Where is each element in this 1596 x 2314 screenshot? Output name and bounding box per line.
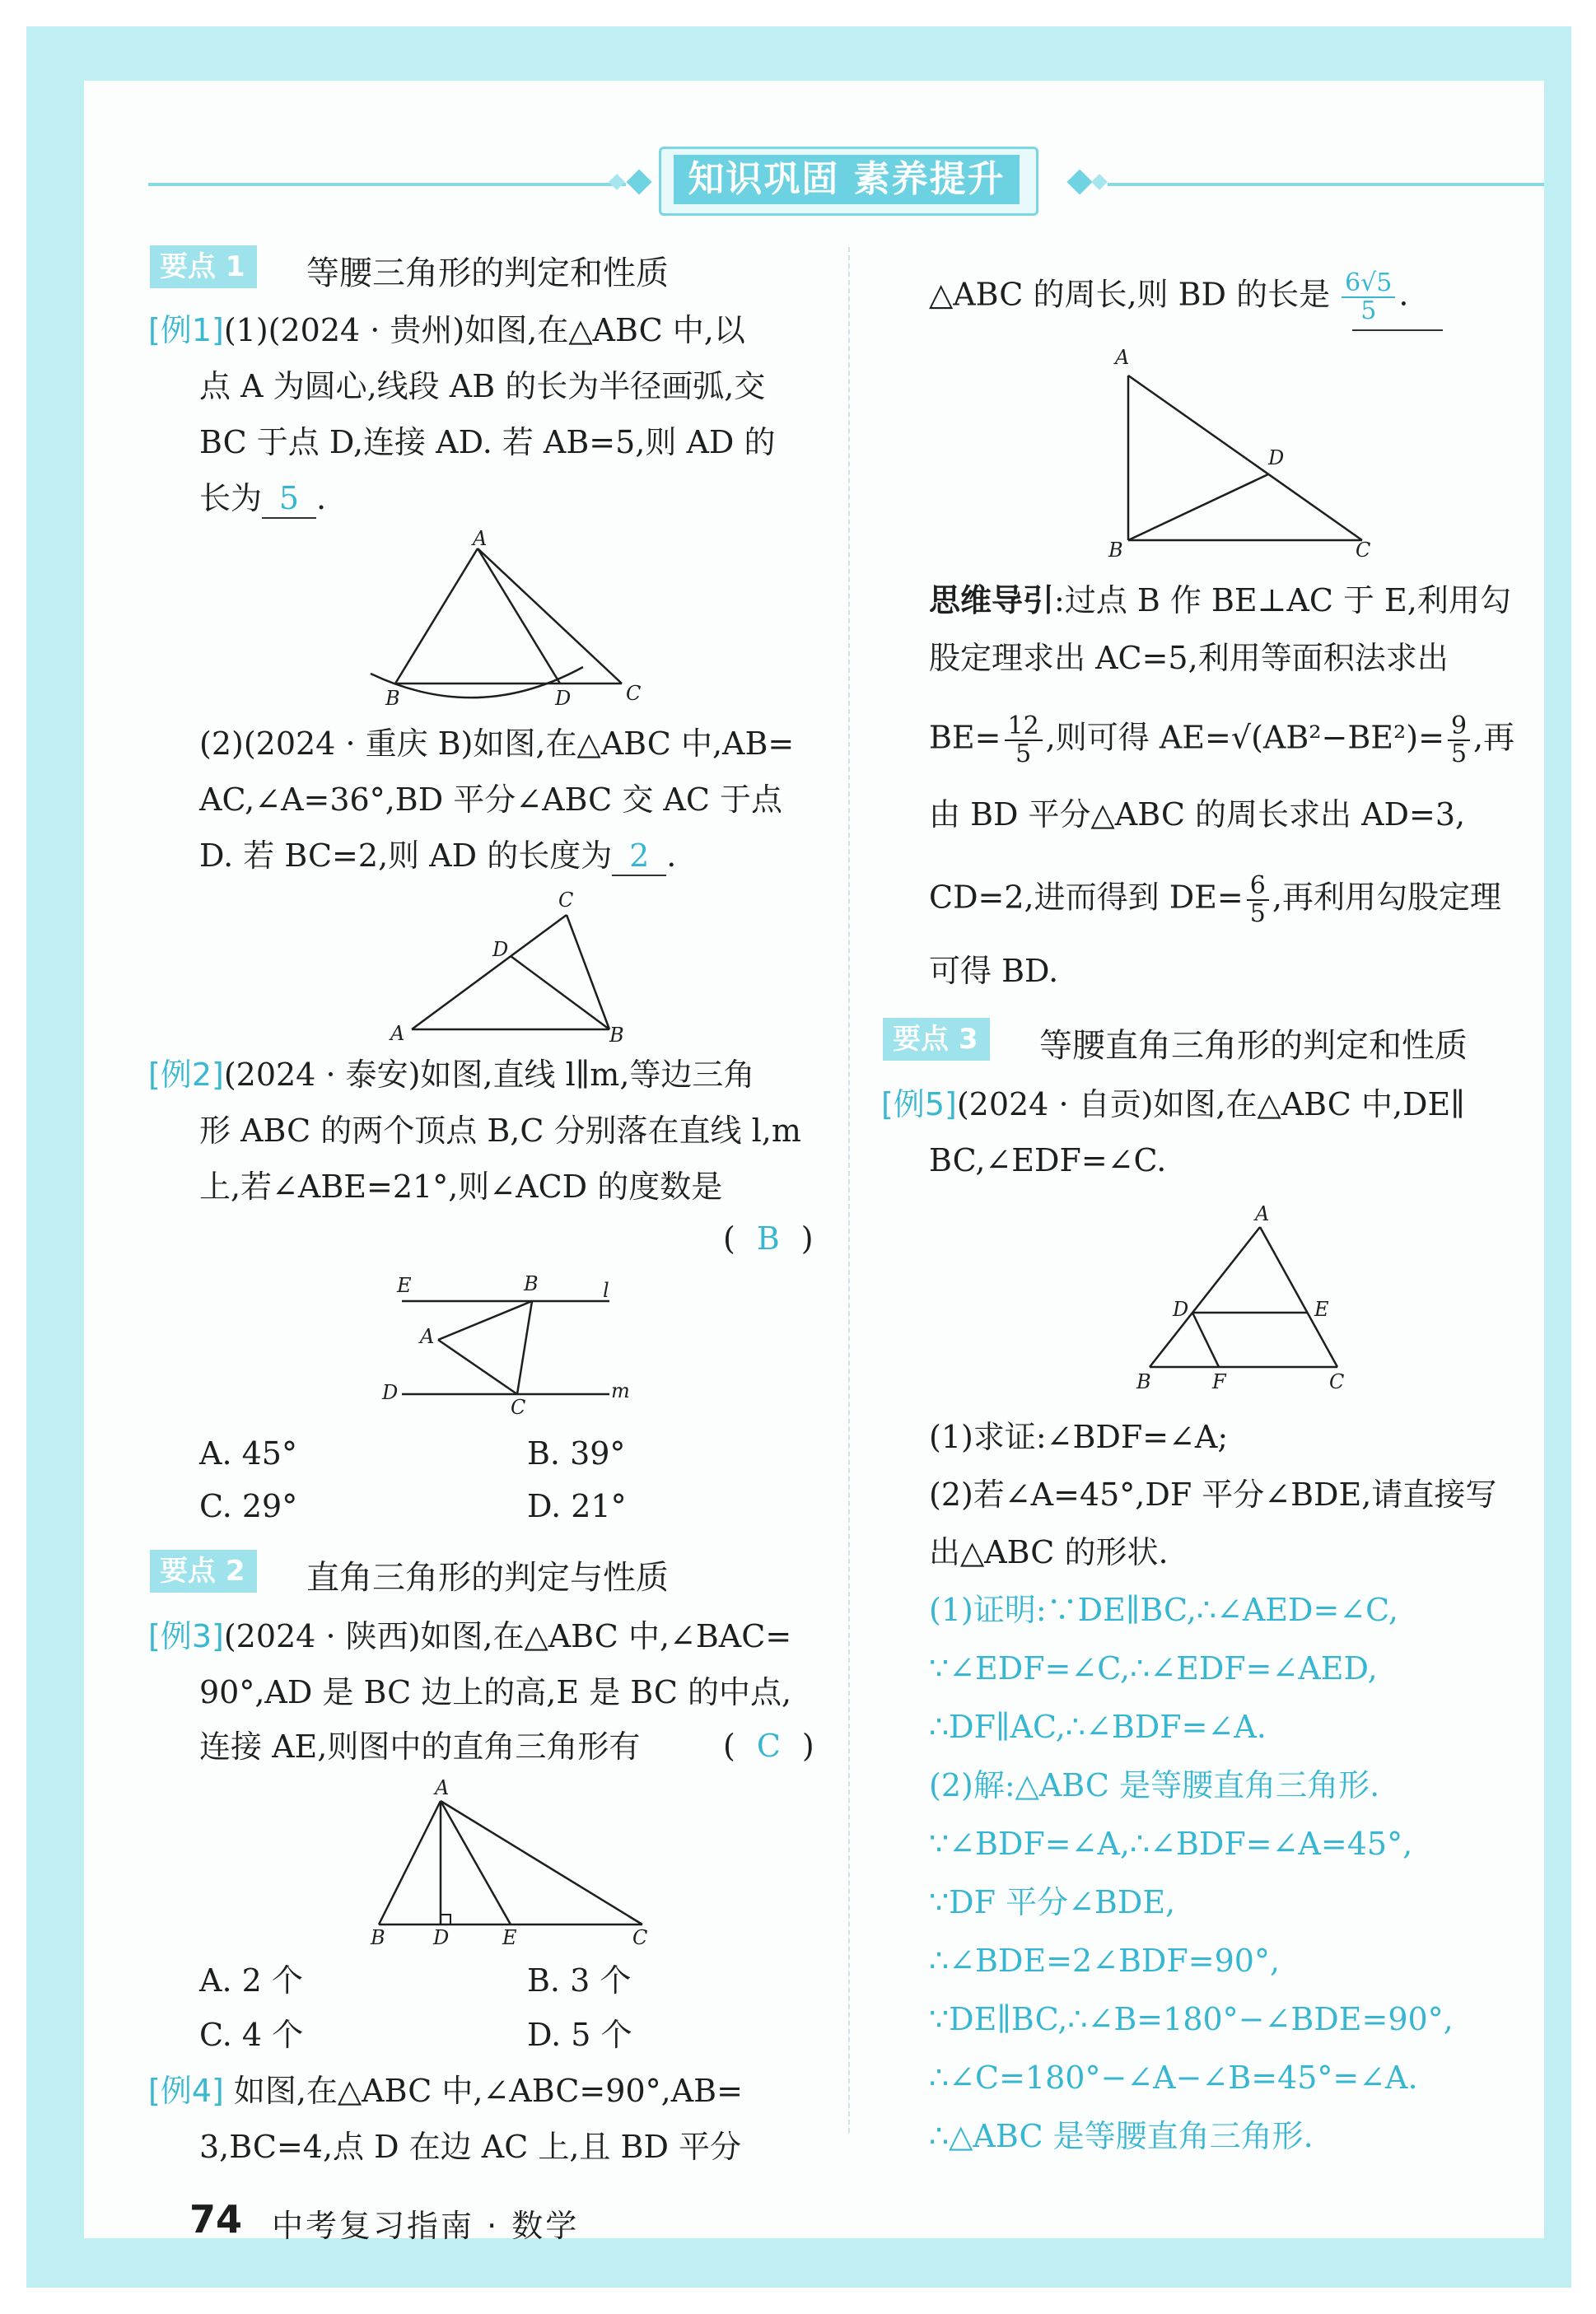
example-3-line-3: 连接 AE,则图中的直角三角形有 bbox=[199, 1729, 641, 1765]
svg-text:D: D bbox=[382, 1381, 399, 1404]
example-tag: [例3] bbox=[148, 1618, 224, 1654]
example-1-part-2-line-3: D. 若 BC=2,则 AD 的长度为 2 . bbox=[199, 837, 676, 876]
svg-text:E: E bbox=[502, 1926, 517, 1949]
section-title-1: 等腰三角形的判定和性质 bbox=[306, 254, 669, 292]
hint-line-5: CD=2,进而得到 DE= $\frac{6}{5}$ ,再利用勾股定理 bbox=[929, 871, 1501, 928]
svg-text:B: B bbox=[1108, 539, 1123, 562]
figure-1 bbox=[362, 527, 642, 710]
figure-6 bbox=[1128, 1202, 1367, 1400]
option-c: C. 29° bbox=[199, 1488, 298, 1524]
hint-line-3: BE= $\frac{12}{5}$ ,则可得 AE=√(AB²−BE²)= $\frac{9}{5}$ ,再 bbox=[929, 711, 1515, 768]
example-tag: [例2] bbox=[148, 1057, 224, 1093]
answer-bracket: ( C ) bbox=[723, 1728, 814, 1764]
solution-line: ∵DF 平分∠BDE, bbox=[929, 1884, 1176, 1920]
svg-text:A: A bbox=[473, 527, 488, 550]
answer-underline bbox=[1352, 329, 1443, 331]
solution-line: ∵∠BDF=∠A,∴∠BDF=∠A=45°, bbox=[929, 1826, 1413, 1862]
svg-text:B: B bbox=[524, 1272, 539, 1295]
solution-line: ∴∠C=180°−∠A−∠B=45°=∠A. bbox=[929, 2060, 1418, 2096]
svg-text:A: A bbox=[390, 1022, 405, 1045]
question-2: (2)若∠A=45°,DF 平分∠BDE,请直接写 bbox=[929, 1477, 1497, 1513]
example-3-line-1: [例3](2024 · 陕西)如图,在△ABC 中,∠BAC= bbox=[148, 1618, 792, 1654]
figure-2 bbox=[387, 889, 634, 1047]
page-number: 74 bbox=[189, 2197, 243, 2242]
column-divider bbox=[848, 247, 850, 2133]
solution-line: (1)证明:∵DE∥BC,∴∠AED=∠C, bbox=[929, 1592, 1398, 1628]
book-title: 中考复习指南 · 数学 bbox=[272, 2208, 580, 2244]
section-tag-3: 要点 3 bbox=[883, 1018, 990, 1061]
banner-line-left bbox=[148, 183, 626, 186]
svg-text:A: A bbox=[420, 1325, 435, 1348]
svg-text:B: B bbox=[371, 1926, 385, 1949]
svg-text:D: D bbox=[492, 938, 509, 961]
example-2-line-3: 上,若∠ABE=21°,则∠ACD 的度数是 bbox=[199, 1169, 723, 1205]
example-1-line-3: BC 于点 D,连接 AD. 若 AB=5,则 AD 的 bbox=[199, 424, 776, 460]
answer-fraction: $\frac{6√5}{5}$ bbox=[1342, 270, 1395, 324]
svg-text:D: D bbox=[555, 687, 572, 710]
svg-text:B: B bbox=[1136, 1370, 1151, 1393]
svg-text:A: A bbox=[1255, 1202, 1270, 1225]
section-tag-1: 要点 1 bbox=[150, 245, 257, 288]
banner-line-right bbox=[1108, 183, 1544, 186]
example-tag: [例1] bbox=[148, 312, 224, 348]
figure-4 bbox=[362, 1776, 659, 1949]
solution-line: ∴△ABC 是等腰直角三角形. bbox=[929, 2118, 1314, 2154]
section-tag-2: 要点 2 bbox=[150, 1550, 257, 1593]
section-title-2: 直角三角形的判定与性质 bbox=[306, 1559, 669, 1597]
svg-text:A: A bbox=[1115, 346, 1130, 369]
figure-3 bbox=[379, 1272, 642, 1419]
answer-blank: 5 bbox=[262, 479, 316, 519]
svg-text:C: C bbox=[1356, 539, 1371, 562]
example-4-continued: △ABC 的周长,则 BD 的长是 $\frac{6√5}{5}$ . bbox=[929, 268, 1409, 325]
solution-line: ∴∠BDE=2∠BDF=90°, bbox=[929, 1943, 1281, 1979]
svg-text:D: D bbox=[433, 1926, 450, 1949]
question-1: (1)求证:∠BDF=∠A; bbox=[929, 1419, 1229, 1455]
svg-text:E: E bbox=[397, 1274, 412, 1297]
option-b: B. 39° bbox=[527, 1435, 626, 1472]
example-4-line-1: [例4] 如图,在△ABC 中,∠ABC=90°,AB= bbox=[148, 2073, 743, 2109]
solution-line: ∴DF∥AC,∴∠BDF=∠A. bbox=[929, 1709, 1267, 1745]
svg-text:D: D bbox=[1173, 1298, 1189, 1321]
example-5-line-1: [例5](2024 · 自贡)如图,在△ABC 中,DE∥ bbox=[881, 1086, 1465, 1122]
example-1-line-2: 点 A 为圆心,线段 AB 的长为半径画弧,交 bbox=[199, 368, 766, 404]
svg-text:A: A bbox=[435, 1776, 450, 1799]
answer-blank: 2 bbox=[612, 837, 666, 876]
svg-text:l: l bbox=[603, 1279, 609, 1302]
question-2-continued: 出△ABC 的形状. bbox=[929, 1534, 1169, 1570]
option-a: A. 45° bbox=[199, 1435, 297, 1472]
option-d: D. 5 个 bbox=[527, 2017, 632, 2053]
example-2-line-1: [例2](2024 · 泰安)如图,直线 l∥m,等边三角 bbox=[148, 1057, 755, 1093]
svg-text:E: E bbox=[1314, 1298, 1329, 1321]
svg-text:C: C bbox=[632, 1926, 648, 1949]
option-d: D. 21° bbox=[527, 1488, 627, 1524]
svg-text:m: m bbox=[611, 1379, 630, 1402]
example-5-line-2: BC,∠EDF=∠C. bbox=[929, 1142, 1167, 1178]
answer-bracket: ( B ) bbox=[723, 1220, 814, 1257]
figure-5 bbox=[1104, 346, 1384, 560]
hint-line-6: 可得 BD. bbox=[929, 953, 1059, 989]
option-a: A. 2 个 bbox=[199, 1962, 303, 1999]
example-1-part-2-line-1: (2)(2024 · 重庆 B)如图,在△ABC 中,AB= bbox=[199, 725, 795, 762]
example-tag: [例4] bbox=[148, 2073, 224, 2109]
hint-line-4: 由 BD 平分△ABC 的周长求出 AD=3, bbox=[929, 796, 1466, 833]
svg-text:F: F bbox=[1212, 1370, 1226, 1393]
section-title-3: 等腰直角三角形的判定和性质 bbox=[1039, 1027, 1468, 1065]
example-1-part-2-line-2: AC,∠A=36°,BD 平分∠ABC 交 AC 于点 bbox=[199, 781, 783, 818]
svg-text:C: C bbox=[558, 889, 574, 912]
solution-line: ∵DE∥BC,∴∠B=180°−∠BDE=90°, bbox=[929, 2001, 1454, 2037]
svg-text:C: C bbox=[511, 1396, 526, 1419]
banner-title: 知识巩固 素养提升 bbox=[674, 155, 1020, 204]
example-3-line-2: 90°,AD 是 BC 边上的高,E 是 BC 的中点, bbox=[199, 1674, 792, 1710]
example-1-line-1: [例1](1)(2024 · 贵州)如图,在△ABC 中,以 bbox=[148, 312, 745, 348]
option-b: B. 3 个 bbox=[527, 1962, 632, 1999]
svg-text:C: C bbox=[1329, 1370, 1345, 1393]
example-1-line-4: 长为 5 . bbox=[199, 479, 326, 519]
hint-line-1: 思维导引:过点 B 作 BE⊥AC 于 E,利用勾 bbox=[929, 582, 1511, 618]
svg-text:B: B bbox=[385, 687, 400, 710]
svg-text:C: C bbox=[626, 682, 642, 705]
option-c: C. 4 个 bbox=[199, 2017, 304, 2053]
example-2-line-2: 形 ABC 的两个顶点 B,C 分别落在直线 l,m bbox=[199, 1113, 801, 1149]
example-4-line-2: 3,BC=4,点 D 在边 AC 上,且 BD 平分 bbox=[199, 2129, 741, 2165]
svg-text:D: D bbox=[1268, 446, 1285, 469]
solution-line: (2)解:△ABC 是等腰直角三角形. bbox=[929, 1767, 1380, 1803]
hint-label: 思维导引 bbox=[929, 582, 1055, 618]
svg-text:B: B bbox=[609, 1024, 624, 1047]
solution-line: ∵∠EDF=∠C,∴∠EDF=∠AED, bbox=[929, 1650, 1378, 1687]
hint-line-2: 股定理求出 AC=5,利用等面积法求出 bbox=[929, 640, 1449, 676]
example-tag: [例5] bbox=[881, 1086, 957, 1122]
